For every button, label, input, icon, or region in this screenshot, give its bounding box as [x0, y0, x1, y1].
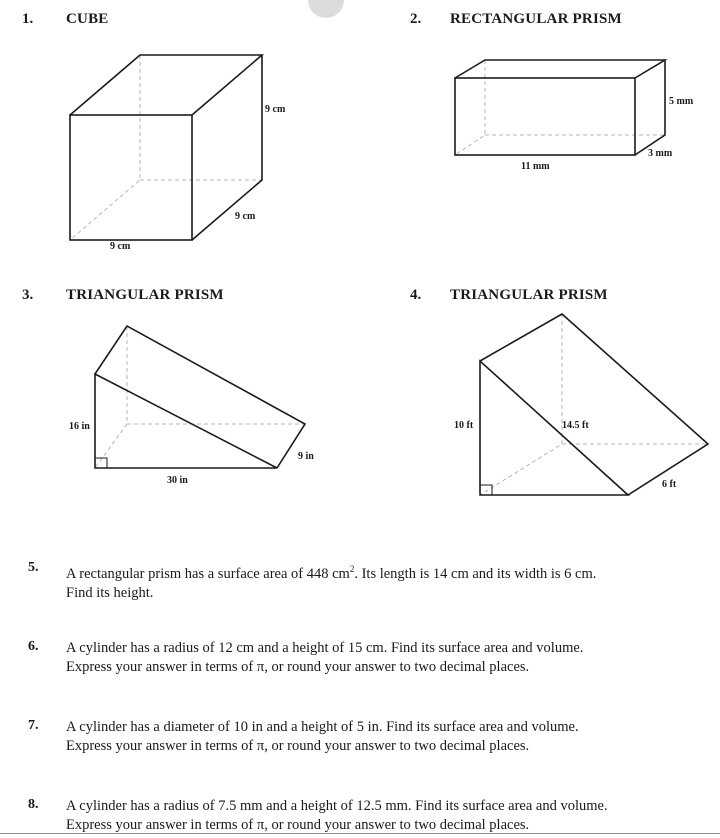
tri4-hypotenuse-label: 14.5 ft	[562, 420, 589, 431]
tri3-depth-label: 9 in	[298, 451, 314, 462]
bottom-rule	[0, 833, 720, 834]
tri4-height-label: 10 ft	[454, 420, 474, 431]
prism-height-label: 5 mm	[669, 96, 694, 107]
question-7-line2: Express your answer in terms of π, or round your answer to two decimal places.	[66, 738, 530, 754]
problem-3-title: TRIANGULAR PRISM	[66, 287, 224, 303]
triangular-prism-3-figure	[65, 318, 335, 493]
cube-height-label: 9 cm	[265, 104, 286, 115]
question-6-line1: A cylinder has a radius of 12 cm and a height of 15 cm. Find its surface area and volume.	[66, 640, 584, 656]
question-7-line1: A cylinder has a diameter of 10 in and a height of 5 in. Find its surface area and volume.	[66, 719, 579, 735]
tri3-base-label: 30 in	[167, 475, 188, 486]
cube-width-label: 9 cm	[110, 241, 131, 252]
triangular-prism-4-figure	[450, 308, 720, 508]
question-8-text	[66, 797, 716, 835]
problem-2-number: 2.	[410, 11, 422, 27]
question-7-text	[66, 718, 716, 756]
problem-3-number: 3.	[22, 287, 34, 303]
question-5-superscript: 2	[349, 564, 355, 574]
problem-2-title: RECTANGULAR PRISM	[450, 11, 622, 27]
tri3-height-label: 16 in	[69, 421, 90, 432]
question-8-line2: Express your answer in terms of π, or round your answer to two decimal places.	[66, 817, 530, 833]
question-5-number: 5.	[28, 560, 39, 575]
problem-1-title: CUBE	[66, 11, 109, 27]
question-6-line2: Express your answer in terms of π, or round your answer to two decimal places.	[66, 659, 530, 675]
question-7-number: 7.	[28, 718, 39, 733]
problem-1-number: 1.	[22, 11, 34, 27]
problem-4-title: TRIANGULAR PRISM	[450, 287, 608, 303]
tri4-depth-label: 6 ft	[662, 479, 677, 490]
page-corner-tab	[308, 0, 344, 18]
cube-depth-label: 9 cm	[235, 211, 256, 222]
question-5-line1: A rectangular prism has a surface area of 448 cm	[66, 565, 350, 582]
question-5-line2: Find its height.	[66, 584, 154, 601]
question-8-number: 8.	[28, 797, 39, 812]
prism-length-label: 11 mm	[521, 161, 550, 172]
question-8-line1: A cylinder has a radius of 7.5 mm and a height of 12.5 mm. Find its surface area and volume.	[66, 798, 608, 814]
question-6-number: 6.	[28, 639, 39, 654]
rectangular-prism-figure	[445, 50, 715, 180]
question-5-line1-rest: . Its length is 14 cm and its width is 6 cm.	[354, 565, 597, 582]
question-6-text	[66, 639, 716, 677]
prism-depth-label: 3 mm	[648, 148, 673, 159]
problem-4-number: 4.	[410, 287, 422, 303]
question-5-text	[66, 560, 716, 603]
cube-figure	[60, 45, 300, 260]
